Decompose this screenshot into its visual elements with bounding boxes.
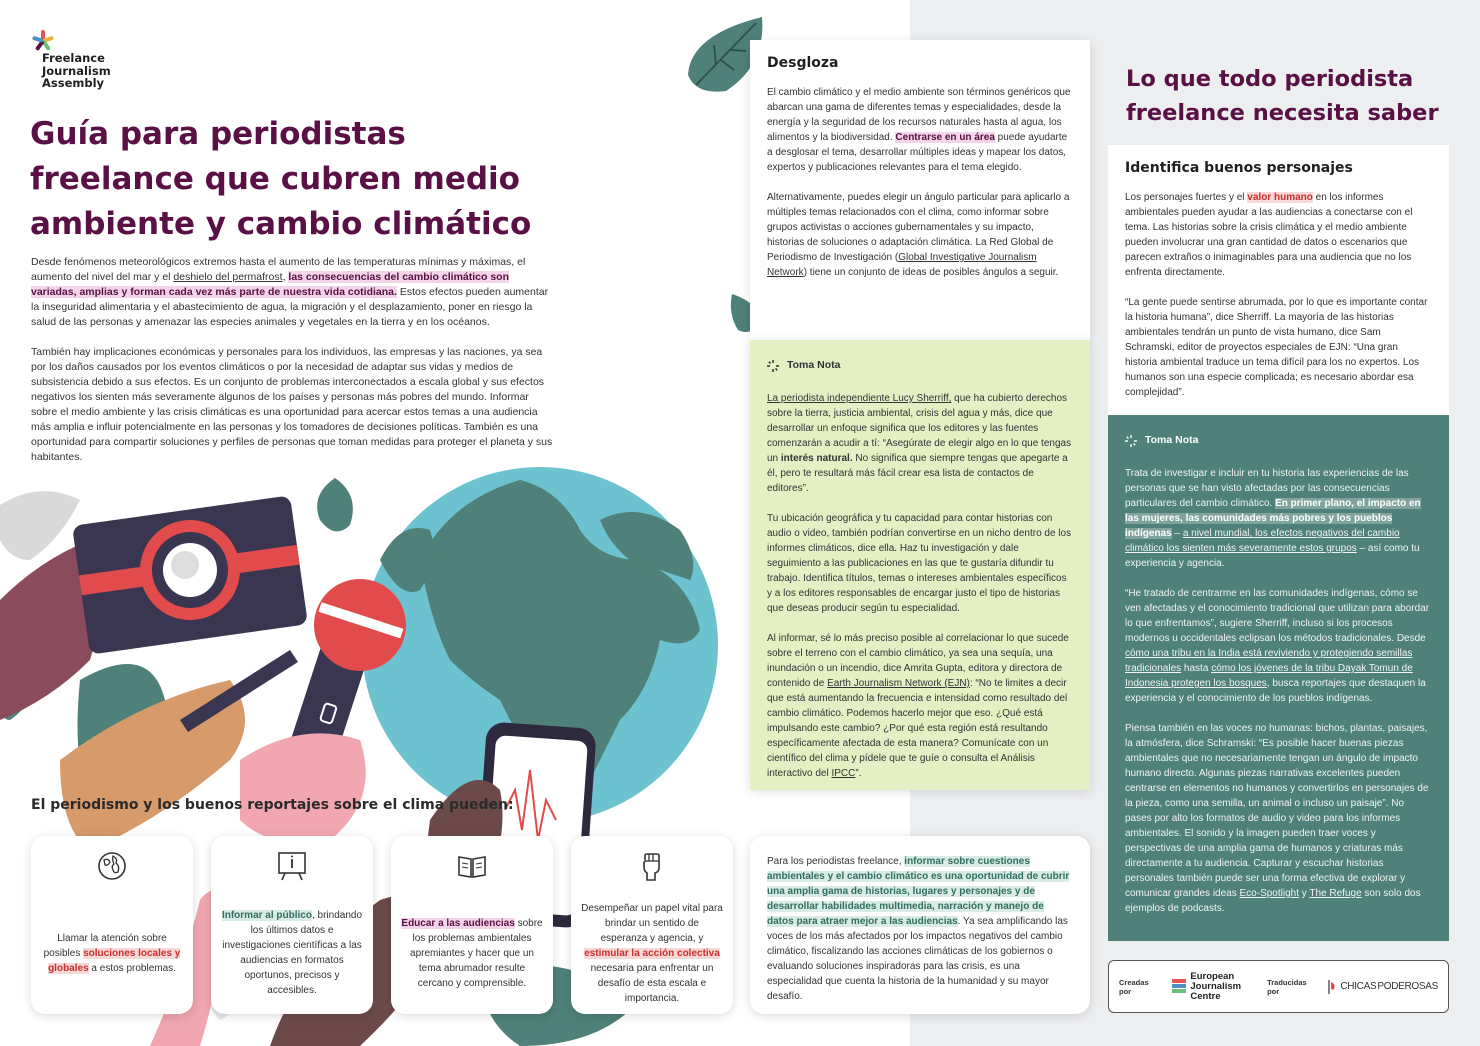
nota1-paragraph-2: Tu ubicación geográfica y tu capacidad para contar historias con audio o video, también podrían convertirse en un nicho dentro de los informes climáticos, dice ella. Haz tu investigación y dale seguimiento a las publicaciones en las que te gustaría difundir tu trabajo. Identifica títulos, temas o intereses ambientales específicos y a los editores responsables de encargar justo el tipo de historias que deseas producir según tu especialidad. <box>767 513 1072 614</box>
card-text: Educar a las audiencias sobre los problemas ambientales apremiantes y hacer que un tema abrumador resulte cercano y comprensible. <box>401 917 543 989</box>
raised-fist-icon <box>581 850 723 886</box>
card-solutions <box>31 836 193 1014</box>
ejc-logo: European Journalism Centre <box>1172 972 1241 1002</box>
nota2-paragraph-3: Piensa también en las voces no humanas: bichos, plantas, paisajes, la atmósfera, dice Schramski: “Es posible hacer buenas piezas ambientales que no necesariamente tengan un ángulo de impacto humano directo. Algunas piezas narrativas excelentes pueden centrarse en elementos no humanos y convertirlos en personajes de la pieza, como una semilla, un animal o incluso un paisaje”. No pases por alto los formatos de audio y video para los informes ambientales. El sonido y la imagen pueden traer voces y perspectivas de una amplia gama de humanos y criaturas más directamente a tu audiencia. Capturar y escuchar historias personales también puede ser una forma efectiva de explorar y comunicar grandes ideas Eco-Spotlight y The Refuge son solo dos ejemplos de podcasts. <box>1125 723 1429 914</box>
toma-nota-header: Toma Nota <box>767 358 1073 373</box>
personajes-title: Identifica buenos personajes <box>1125 160 1353 176</box>
translated-by-label: Traducidas por <box>1267 977 1307 996</box>
card-educate <box>391 836 553 1014</box>
open-book-icon <box>401 850 543 886</box>
nota2-paragraph-2: “He tratado de centrarme en las comunidades indígenas, cómo se ven afectadas y el conocimiento tradicional que utilizan para abordar lo que enfrentamos”, sugiere Sherriff, incluso si los procesos modernos u occidentales eclipsan los métodos tradicionales. Desde cómo una tribu en la India está reviviendo y protegiendo semillas tradicionales hasta cómo los jóvenes de la tribu Dayak Tomun de Indonesia protegen los bosques, busca reportajes que destaquen la experiencia y el conocimiento de los pueblos indígenas. <box>1125 588 1430 704</box>
toma-nota-header: Toma Nota <box>1125 433 1432 448</box>
leaf-icon <box>0 491 80 560</box>
nota1-paragraph-3: Al informar, sé lo más preciso posible al correlacionar lo que sucede sobre el terreno con el cambio climático, ya sea una sequía, una inundación o un incendio, dice Amrita Gupta, editora y directora de contenido de Earth Journalism Network (EJN): “No te limites a decir que está aumentando la frecuencia e intensidad como resultado del cambio climático. Podemos hacerlo mejor que eso. ¿Qué está impulsando este cambio? ¿Por qué esta región está resultando específicamente afectada de esta manera? Comunícate con un científico del clima y pídele que te guíe o consulta el Análisis interactivo del IPCC”. <box>767 633 1069 779</box>
info-board-icon <box>221 850 363 886</box>
dayak-tomun-link[interactable]: cómo los jóvenes de la tribu Dayak Tomun de Indonesia protegen los bosques <box>1125 663 1413 689</box>
desgloza-panel <box>750 40 1090 340</box>
personajes-paragraph-1: Los personajes fuertes y el valor humano en los informes ambientales pueden ayudar a las audiencias a conectarse con el tema. Las historias sobre la crisis climática y el medio ambiente pueden involucrar una gran cantidad de datos o escenarios que parecen extraños o inimaginables para una audiencia que no los enfrenta directamente. <box>1125 192 1413 278</box>
toma-nota-panel-2 <box>1108 415 1449 941</box>
chicas-poderosas-icon <box>1328 980 1336 994</box>
personajes-panel <box>1108 145 1449 415</box>
card-text: Informar al público, brindando los últimos datos e investigaciones científicas a las audiencias en formatos oportunos, precisos y accesibles. <box>221 910 363 996</box>
intro-paragraph-1: Desde fenómenos meteorológicos extremos hasta el aumento de las temperaturas mínimas y máximas, el aumento del nivel del mar y el deshielo del permafrost, las consecuencias del cambio climático son variadas, amplias y forman cada vez más parte de nuestra vida cotidiana. Estos efectos pueden aumentar la inseguridad alimentaria y el abastecimiento de agua, la migración y el desplazamiento, poner en riesgo la salud de las personas y amenazar las especies animales y vegetales en la tierra y en los océanos. <box>31 256 549 328</box>
toma-nota-panel-1 <box>750 340 1090 790</box>
desgloza-paragraph-1: El cambio climático y el medio ambiente son términos genéricos que abarcan una gama de diferentes temas y especialidades, desde la energía y la seguridad de los recursos naturales hasta al agua, los alimentos y la biodiversidad. Centrarse en un área puede ayudarte a desglosar el tema, desarrollar múltiples ideas y mapear los datos, expertos y publicaciones relevantes para el tema elegido. <box>767 87 1071 173</box>
credits-box <box>1108 960 1449 1013</box>
desgloza-paragraph-2: Alternativamente, puedes elegir un ángulo particular para aplicarlo a múltiples temas relacionados con el clima, como informar sobre grupos activistas o acciones gubernamentales y su impacto, historias de soluciones o adaptación climática. La Red Global de Periodismo de Investigación (Global Investigative Journalism Network) tiene un conjunto de ideas de posibles ángulos a seguir. <box>767 192 1070 278</box>
the-refuge-link[interactable]: The Refuge <box>1309 888 1362 899</box>
eco-spotlight-link[interactable]: Eco-Spotlight <box>1239 888 1299 899</box>
card-hope <box>571 836 733 1014</box>
lucy-sherriff-link[interactable]: La periodista independiente Lucy Sherriff, <box>767 393 952 404</box>
ejc-logo-icon <box>1172 979 1186 995</box>
card-text: Desempeñar un papel vital para brindar un sentido de esperanza y agencia, y estimular la acción colectiva necesaria para enfrentar un desafío de esta escala e importancia. <box>581 902 723 1004</box>
personajes-paragraph-2: “La gente puede sentirse abrumada, por lo que es importante contar la historia humana”, dice Sherriff. La mayoría de las historias ambientales tendrán un punto de vista humano, dice Sam Schramski, editor de proyectos especiales de EJN: “Una gran historia ambiental traduce un tema difícil para los no expertos. Los humanos son una especie complicada; es necesario abordar esa complejidad”. <box>1125 297 1428 398</box>
logo-text: Freelance Journalism Assembly <box>42 51 111 90</box>
ejn-link[interactable]: Earth Journalism Network (EJN) <box>827 678 970 689</box>
bottom-heading: El periodismo y los buenos reportajes sobre el clima pueden: <box>31 797 514 813</box>
right-title: Lo que todo periodista freelance necesita saber <box>1126 66 1439 126</box>
desgloza-title: Desgloza <box>767 55 839 71</box>
global-impact-link[interactable]: a nivel mundial, los efectos negativos del cambio climático los sienten más severamente estos grupos <box>1125 528 1400 554</box>
logo-mark-icon <box>32 30 54 52</box>
card-text: Llamar la atención sobre posibles soluciones locales y globales a estos problemas. <box>43 932 181 974</box>
created-by-label: Creadas por <box>1119 977 1149 996</box>
summary-paragraph: Para los periodistas freelance, informar sobre cuestiones ambientales y el cambio climático es una oportunidad de cubrir una amplia gama de historias, lugares y personajes y de desarrollar habilidades multimedia, narración y manejo de datos para atraer mejor a las audiencias. Ya sea amplificando las voces de los más afectados por los impactos negativos del cambio climático, fiscalizando las acciones climáticas de los gobiernos o evaluando soluciones inspiradoras para las crisis, es una especialidad que cuenta la historia de la humanidad y su mayor desafío. <box>767 856 1070 1002</box>
india-tribe-link[interactable]: cómo una tribu en la India está reviviendo y protegiendo semillas tradicionales <box>1125 648 1413 674</box>
chicas-poderosas-logo: CHICAS PODEROSAS <box>1328 980 1438 994</box>
gijn-link[interactable]: Global Investigative Journalism Network <box>767 252 1037 278</box>
globe-icon <box>41 850 183 886</box>
intro-text <box>31 255 556 480</box>
cards-row <box>31 836 733 1014</box>
intro-paragraph-2: También hay implicaciones económicas y personales para los individuos, las empresas y las naciones, ya sea por los daños causados por los eventos climáticos o por la necesidad de adaptar sus vidas y medios de subsistencia debido a sus efectos. Es un conjunto de problemas interconectados a escala global y sus efectos negativos los sienten más severamente algunos de los países y personas más pobres del mundo. Informar sobre el medio ambiente y las crisis climáticas es una oportunidad para acercar estos temas a una audiencia más amplia e influir potencialmente en las personas y los tomadores de decisiones políticas. También es una oportunidad para compartir soluciones y perfiles de personas que toman medidas para proteger el planeta y sus habitantes. <box>31 346 553 463</box>
nota1-paragraph-1: La periodista independiente Lucy Sherriff, que ha cubierto derechos sobre la tierra, justicia ambiental, crisis del agua y más, dice que desarrollar un enfoque significa que los editores y las fuentes comenzarán a acudir a tí: “Asegúrate de elegir algo en lo que tengas un interés natural. No significa que siempre tengas que apegarte a él, pero te resultará más fácil crear esa lista de contactos de editores”. <box>767 393 1072 494</box>
page-title: Guía para periodistas freelance que cubren medio ambiente y cambio climático <box>30 116 532 242</box>
camera-illustration <box>72 495 308 654</box>
card-inform <box>211 836 373 1014</box>
ipcc-link[interactable]: IPCC <box>831 768 856 779</box>
freelance-summary-panel <box>750 836 1090 1014</box>
leaf-icon <box>317 478 353 531</box>
nota2-paragraph-1: Trata de investigar e incluir en tu historia las experiencias de las personas que se han visto afectadas por las consecuencias particulares del cambio climático. En primer plano, el impacto en las mujeres, las comunidades más pobres y los pueblos indígenas – a nivel mundial, los efectos negativos del cambio climático los sienten más severamente estos grupos – así como tu experiencia y agencia. <box>1125 468 1421 569</box>
fja-logo <box>30 30 111 90</box>
sparkle-icon <box>1125 435 1137 447</box>
permafrost-link[interactable]: deshielo del permafrost <box>173 271 283 283</box>
sparkle-icon <box>767 360 779 372</box>
